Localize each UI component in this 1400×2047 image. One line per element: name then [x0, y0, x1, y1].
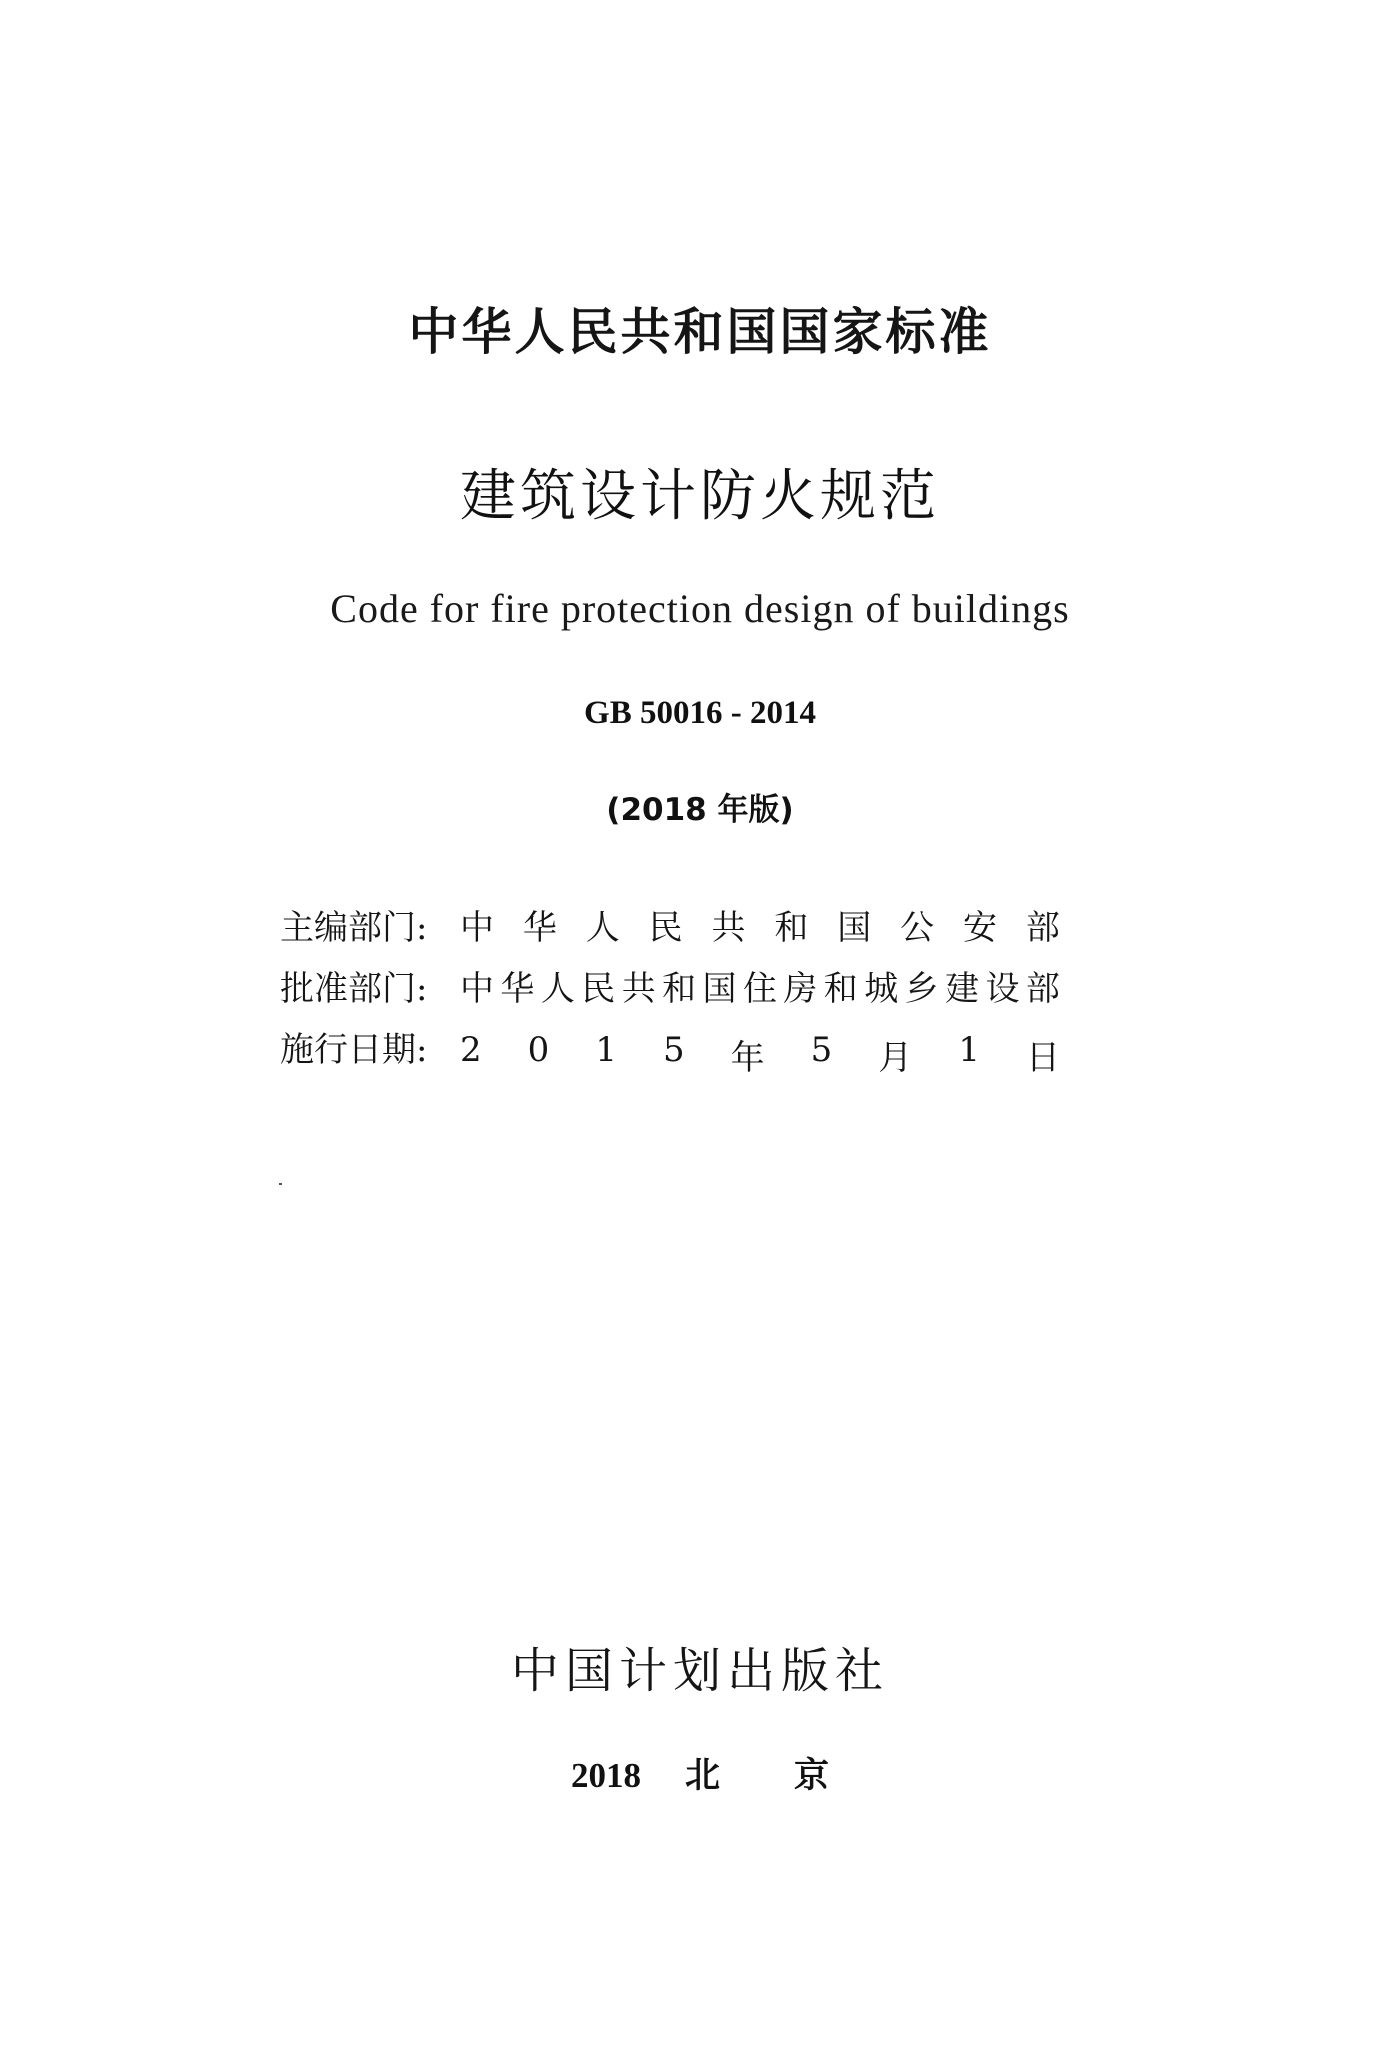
value-character: 国	[702, 969, 737, 1009]
national-standard-heading: 中华人民共和国国家标准	[408, 303, 992, 361]
value-character: 华	[500, 969, 535, 1009]
value-character: 月	[878, 1038, 913, 1078]
chief-editor-value	[460, 900, 1060, 949]
value-character: 和	[823, 969, 858, 1009]
value-character: 5	[662, 1030, 685, 1070]
value-character: 安	[963, 908, 997, 948]
value-character: 民	[648, 908, 683, 948]
value-character: 乡	[904, 969, 939, 1009]
value-character: 共	[711, 908, 746, 948]
value-character: 公	[900, 908, 935, 948]
publication-city: 北京	[684, 1756, 903, 1796]
value-character: 日	[1025, 1038, 1060, 1078]
value-character: 0	[527, 1030, 550, 1070]
approval-label: 批准部门 :	[280, 961, 460, 1010]
value-character: 部	[1025, 908, 1060, 948]
approval-row	[280, 961, 1060, 1022]
value-character: 年	[730, 1038, 765, 1078]
chief-editor-label: 主编部门 :	[280, 900, 460, 949]
value-character: 和	[662, 969, 697, 1009]
edition-label: (2018 年版)	[606, 792, 794, 828]
value-character: 共	[621, 969, 656, 1009]
chief-editor-row	[280, 900, 1060, 961]
document-title-chinese: 建筑设计防火规范	[460, 464, 940, 529]
value-character: 城	[864, 969, 899, 1009]
value-character: 人	[585, 908, 620, 948]
effective-date-value	[460, 1030, 1060, 1079]
publication-line	[0, 1748, 1400, 1798]
value-character: 2	[460, 1030, 482, 1070]
effective-date-label: 施行日期 :	[280, 1022, 460, 1071]
value-character: 人	[540, 969, 575, 1009]
value-character: 和	[774, 908, 809, 948]
value-character: 1	[595, 1030, 617, 1070]
document-title-english: Code for fire protection design of buildings	[330, 586, 1070, 631]
effective-date-row	[280, 1022, 1060, 1083]
value-character: 部	[1025, 969, 1060, 1009]
value-character: 华	[522, 908, 557, 948]
value-character: 中	[460, 908, 494, 948]
value-character: 中	[460, 969, 494, 1009]
approval-value	[460, 961, 1060, 1010]
scan-speck	[279, 1183, 282, 1185]
standard-code: GB 50016 - 2014	[584, 695, 816, 731]
value-character: 民	[581, 969, 616, 1009]
publisher-name: 中国计划出版社	[510, 1643, 889, 1699]
value-character: 建	[945, 969, 980, 1009]
value-character: 住	[742, 969, 777, 1009]
publication-year: 2018	[570, 1756, 641, 1795]
value-character: 5	[810, 1030, 833, 1070]
issuing-info	[280, 900, 1060, 1083]
value-character: 1	[958, 1030, 980, 1070]
value-character: 国	[837, 908, 872, 948]
value-character: 设	[985, 969, 1020, 1009]
value-character: 房	[783, 969, 818, 1009]
